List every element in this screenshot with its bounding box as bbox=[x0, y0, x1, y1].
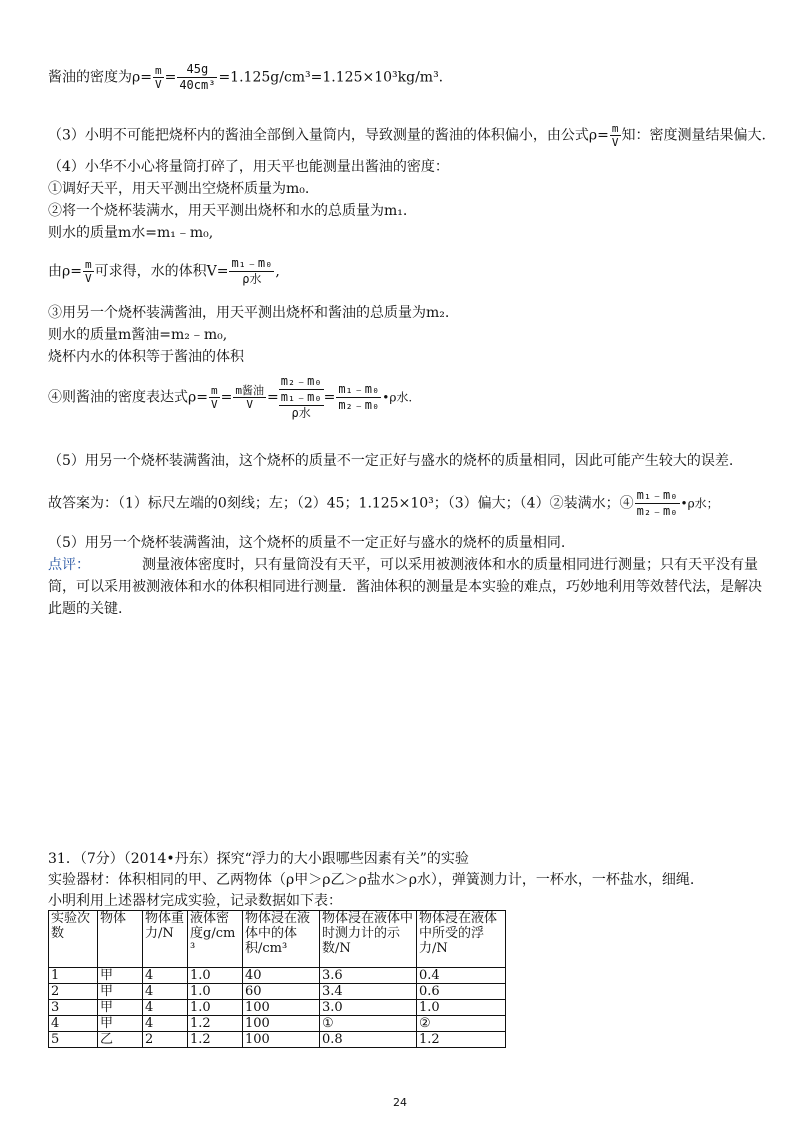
q4-water-volume: 由ρ= $\frac{m}{V}$ 可求得，水的体积V= $\frac{\text{m₁﹣m₀}}{\text{ρ水}}$ , bbox=[48, 256, 280, 286]
q4-density-expression: ④则酱油的密度表达式ρ= $\frac{m}{V}$ = $\frac{\text{m酱油}}{V}$ = m₂﹣m₀ m₁﹣m₀ ρ水 = $\frac{\text{m₁﹣m₀}}{\text{m₂﹣m₀}}$ •ρ水. bbox=[48, 374, 413, 420]
table-row: 2 甲 4 1.0 60 3.4 0.6 bbox=[49, 984, 506, 1000]
header-cell: 物体浸在液体中的体积/cm³ bbox=[243, 911, 320, 968]
table-row: 4 甲 4 1.2 100 ① ② bbox=[49, 1016, 506, 1032]
header-cell: 物体重力/N bbox=[143, 911, 188, 968]
answer-fraction: $\frac{\text{m₁﹣m₀}}{\text{m₂﹣m₀}}$ bbox=[636, 488, 678, 518]
q4-oil-mass: 则水的质量m酱油=m₂﹣m₀, bbox=[48, 327, 228, 343]
q5-analysis: （5）用另一个烧杯装满酱油，这个烧杯的质量不一定正好与盛水的烧杯的质量相同，因此可能产生较大的误差. bbox=[48, 453, 734, 469]
header-cell: 物体浸在液体中时测力计的示数/N bbox=[320, 911, 417, 968]
oil-mass-fraction: $\frac{\text{m酱油}}{V}$ bbox=[235, 384, 264, 411]
comment-label: 点评： bbox=[48, 557, 90, 573]
q31-equipment: 实验器材：体积相同的甲、乙两物体（ρ甲＞ρ乙＞ρ盐水＞ρ水），弹簧测力计，一杯水，一杯盐水，细绳. bbox=[48, 872, 695, 888]
value-fraction: $\frac{45g}{\text{40cm³}}$ bbox=[179, 62, 216, 92]
q4-intro: （4）小华不小心将量筒打碎了，用天平也能测量出酱油的密度： bbox=[48, 159, 449, 175]
q4-step2: ②将一个烧杯装满水，用天平测出烧杯和水的总质量为m₁. bbox=[48, 203, 408, 219]
header-cell: 实验次数 bbox=[49, 911, 98, 968]
formula-fraction: $\frac{m}{V}$ bbox=[611, 122, 619, 149]
formula-fraction: $\frac{m}{V}$ bbox=[210, 384, 218, 411]
q31-intro: 小明利用上述器材完成实验，记录数据如下表： bbox=[48, 893, 342, 909]
answer-line: 故答案为：（1）标尺左端的0刻线；左；（2）45；1.125×10³；（3）偏大；（4）②装满水；④ $\frac{\text{m₁﹣m₀}}{\text{m₂﹣m₀}}$ •ρ水； bbox=[48, 488, 719, 518]
compound-fraction: m₂﹣m₀ m₁﹣m₀ ρ水 bbox=[280, 374, 322, 420]
q4-step1: ①调好天平，用天平测出空烧杯质量为m₀. bbox=[48, 181, 310, 197]
header-cell: 物体 bbox=[98, 911, 143, 968]
q31-title: 31．（7分）（2014•丹东）探究“浮力的大小跟哪些因素有关”的实验 bbox=[48, 851, 469, 867]
q3-line: （3）小明不可能把烧杯内的酱油全部倒入量筒内，导致测量的酱油的体积偏小，由公式ρ= $\frac{m}{V}$ 知：密度测量结果偏大. bbox=[48, 122, 766, 149]
formula-fraction: $\frac{m}{V}$ bbox=[84, 258, 92, 285]
answer-line-5: （5）用另一个烧杯装满酱油，这个烧杯的质量不一定正好与盛水的烧杯的质量相同. bbox=[48, 535, 566, 551]
volume-fraction: $\frac{\text{m₁﹣m₀}}{\text{ρ水}}$ bbox=[231, 256, 273, 286]
density-result-line: 酱油的密度为ρ= $\frac{m}{V}$ = $\frac{45g}{\text{40cm³}}$ =1.125g/cm³=1.125×10³kg/m³. bbox=[48, 62, 444, 92]
table-row: 3 甲 4 1.0 100 3.0 1.0 bbox=[49, 1000, 506, 1016]
table-header-row bbox=[49, 911, 506, 968]
header-cell: 液体密度g/cm³ bbox=[188, 911, 243, 968]
comment-line-1: 点评： 测量液体密度时，只有量筒没有天平，可以采用被测液体和水的质量相同进行测量；只有天平没有量 bbox=[48, 557, 758, 573]
q4-water-mass: 则水的质量m水=m₁﹣m₀, bbox=[48, 225, 214, 241]
page-number: 24 bbox=[393, 1096, 407, 1109]
comment-line-2: 筒，可以采用被测液体和水的体积相同进行测量．酱油体积的测量是本实验的难点，巧妙地利用等效替代法，是解决 bbox=[48, 579, 762, 595]
q4-equal-volume: 烧杯内水的体积等于酱油的体积 bbox=[48, 349, 244, 365]
formula-fraction: $\frac{m}{V}$ bbox=[154, 64, 162, 91]
header-cell: 物体浸在液体中所受的浮力/N bbox=[417, 911, 506, 968]
table-row: 5 乙 2 1.2 100 0.8 1.2 bbox=[49, 1032, 506, 1048]
q4-step3: ③用另一个烧杯装满酱油，用天平测出烧杯和酱油的总质量为m₂. bbox=[48, 305, 450, 321]
comment-line-3: 此题的关键. bbox=[48, 601, 123, 617]
experiment-table bbox=[48, 910, 506, 1048]
table-row: 1 甲 4 1.0 40 3.6 0.4 bbox=[49, 968, 506, 984]
ratio-fraction: $\frac{\text{m₁﹣m₀}}{\text{m₂﹣m₀}}$ bbox=[338, 382, 380, 412]
